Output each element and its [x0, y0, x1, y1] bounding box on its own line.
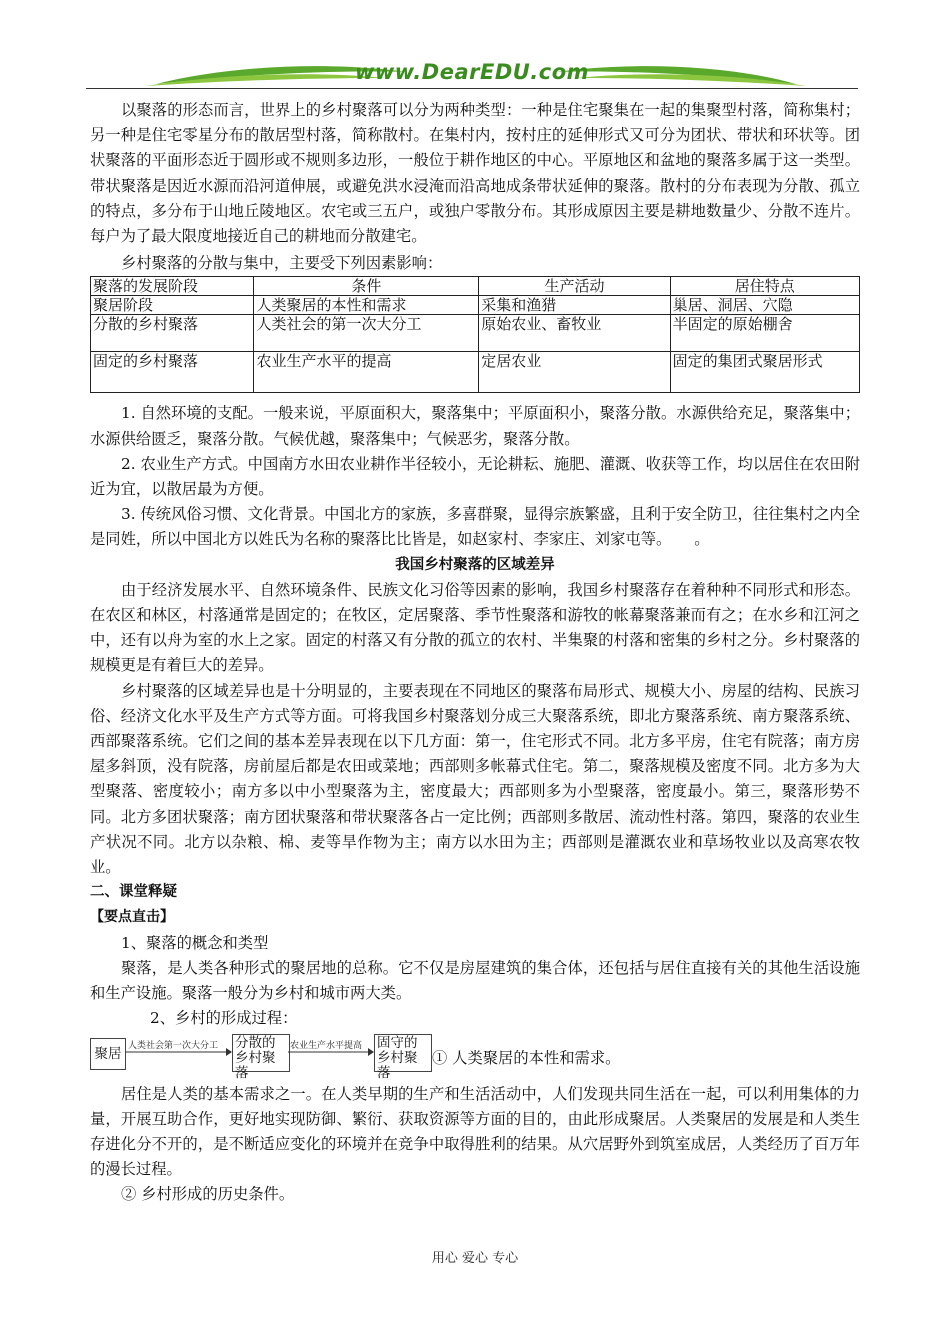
item-1-title: 1、聚落的概念和类型 [121, 933, 269, 952]
table-header-cell: 居住特点 [670, 277, 859, 296]
table-header-cell: 生产活动 [479, 277, 670, 296]
arrow-right-icon [288, 1047, 374, 1057]
settlement-stage-table [90, 276, 860, 393]
intro-paragraph-1: 以聚落的形态而言，世界上的乡村聚落可以分为两种类型：一种是住宅聚集在一起的集聚型村落，简称集村；另一种是住宅零星分布的散居型村落，简称散村。在集村内，按村庄的延伸形式又可分为团状、带状和环状等。团状聚落的平面形态近于圆形或不规则多边形，一般位于耕作地区的中心。平原地区和盆地的聚落多属于这一类型。带状聚落是因近水源而沿河道伸展，或避免洪水浸淹而沿高地成条带状延伸的聚落。散村的分布表现为分散、孤立的特点，多分布于山地丘陵地区。农宅或三五户，或独户零散分布。其形成原因主要是耕地数量少、分散不连片。每户为了最大限度地接近自己的耕地而分散建宅。 [90, 101, 860, 246]
table-header-cell: 条件 [254, 277, 479, 296]
table-header-cell: 聚落的发展阶段 [91, 277, 254, 296]
table-cell: 定居农业 [479, 352, 670, 393]
header-rule [86, 88, 858, 89]
point-1-title: ① 人类聚居的本性和需求。 [432, 1048, 621, 1067]
table-cell: 巢居、洞居、穴隐 [670, 296, 859, 315]
table-cell: 人类聚居的本性和需求 [254, 296, 479, 315]
arrow-right-icon [126, 1047, 232, 1057]
flow-arrow-label-2: 农业生产水平提高 [290, 1040, 363, 1051]
table-row [91, 315, 860, 352]
table-cell: 固定的乡村聚落 [91, 352, 254, 393]
table-cell: 采集和渔猎 [479, 296, 670, 315]
table-cell: 农业生产水平的提高 [254, 352, 479, 393]
table-cell: 人类社会的第一次大分工 [254, 315, 479, 352]
section-title-regional: 我国乡村聚落的区域差异 [395, 556, 555, 573]
table-header-row [91, 277, 860, 296]
table-row [91, 296, 860, 315]
intro-paragraph-2: 乡村聚落的分散与集中，主要受下列因素影响： [121, 254, 443, 273]
table-cell: 分散的乡村聚落 [91, 315, 254, 352]
regional-paragraph-1: 由于经济发展水平、自然环境条件、民族文化习俗等因素的影响，我国乡村聚落存在着种种不同形式和形态。在农区和林区，村落通常是固定的；在牧区，定居聚落、季节性聚落和游牧的帐幕聚落兼而有之；在水乡和江河之中，还有以舟为室的水上之家。固定的村落又有分散的孤立的农村、半集聚的村落和密集的乡村之分。乡村聚落的规模更是有着巨大的差异。 [90, 580, 860, 675]
main-content [90, 98, 860, 1208]
item-2-title: 2、乡村的形成过程： [150, 1009, 298, 1028]
point-1-text: 居住是人类的基本需求之一。在人类早期的生产和生活活动中，人们发现共同生活在一起，可以利用集体的力量，开展互助合作，更好地实现防御、繁衍、获取资源等方面的目的，由此形成聚居。人类聚居的发展是和人类生存进化分不开的，是不断适应变化的环境并在竞争中取得胜利的结果。从穴居野外到筑室成居，人类经历了百万年的漫长过程。 [90, 1084, 860, 1179]
flow-box-scattered: 分散的乡村聚落 [232, 1034, 290, 1072]
regional-paragraph-2: 乡村聚落的区域差异也是十分明显的，主要表现在不同地区的聚落布局形式、规模大小、房屋的结构、民族习俗、经济文化水平及生产方式等方面。可将我国乡村聚落划分成三大聚落系统，即北方聚落系统、南方聚落系统、西部聚落系统。它们之间的基本差异表现在以下几方面：第一，住宅形式不同。北方多平房，住宅有院落；南方房屋多斜顶，没有院落，房前屋后都是农田或菜地；西部则多帐幕式住宅。第二，聚落规模及密度不同。北方多为大型聚落、密度较小；南方多以中小型聚落为主，密度最大；西部则多为小型聚落，密度最小。第三，聚落形势不同。北方多团状聚落；南方团状聚落和带状聚落各占一定比例；西部则多散居、流动性村落。第四，聚落的农业生产状况不同。北方以杂粮、棉、麦等旱作物为主；南方以水田为主；西部则是灌溉农业和草场牧业以及高寒农牧业。 [90, 681, 860, 877]
table-cell: 聚居阶段 [91, 296, 254, 315]
site-logo-text[interactable]: www.DearEDU.com [354, 60, 590, 84]
page-footer: 用心 爱心 专心 [431, 1251, 519, 1266]
formation-flow-diagram [90, 1034, 860, 1081]
factor-2: 2. 农业生产方式。中国南方水田农业耕作半径较小，无论耕耘、施肥、灌溉、收获等工作，均以居住在农田附近为宜，以散居最为方便。 [90, 454, 860, 499]
table-cell: 半固定的原始棚舍 [670, 315, 859, 352]
flow-arrow-label-1: 人类社会第一次大分工 [128, 1040, 219, 1051]
factor-3: 3. 传统风俗习惯、文化背景。中国北方的家族，多喜群聚，显得宗族繁盛，且利于安全防卫，往往集村之内全是同姓，所以中国北方以姓氏为名称的聚落比比皆是，如赵家村、李家庄、刘家屯等。 。 [90, 505, 860, 549]
header-banner [86, 58, 858, 92]
table-row [91, 352, 860, 393]
factor-1: 1. 自然环境的支配。一般来说，平原面积大，聚落集中；平原面积小，聚落分散。水源供给充足，聚落集中；水源供给匮乏，聚落分散。气候优越，聚落集中；气候恶劣，聚落分散。 [90, 404, 860, 448]
table-cell: 原始农业、畜牧业 [479, 315, 670, 352]
flow-box-fixed: 固守的乡村聚落 [374, 1034, 432, 1072]
table-cell: 固定的集团式聚居形式 [670, 352, 859, 393]
section-heading-2: 二、课堂释疑 [90, 884, 177, 901]
key-points-label: 【要点直击】 [90, 909, 174, 926]
point-2-title: ② 乡村形成的历史条件。 [121, 1185, 295, 1204]
item-1-text: 聚落，是人类各种形式的聚居地的总称。它不仅是房屋建筑的集合体，还包括与居住直接有关的其他生活设施和生产设施。聚落一般分为乡村和城市两大类。 [90, 958, 860, 1003]
flow-box-gather: 聚居 [90, 1038, 126, 1070]
